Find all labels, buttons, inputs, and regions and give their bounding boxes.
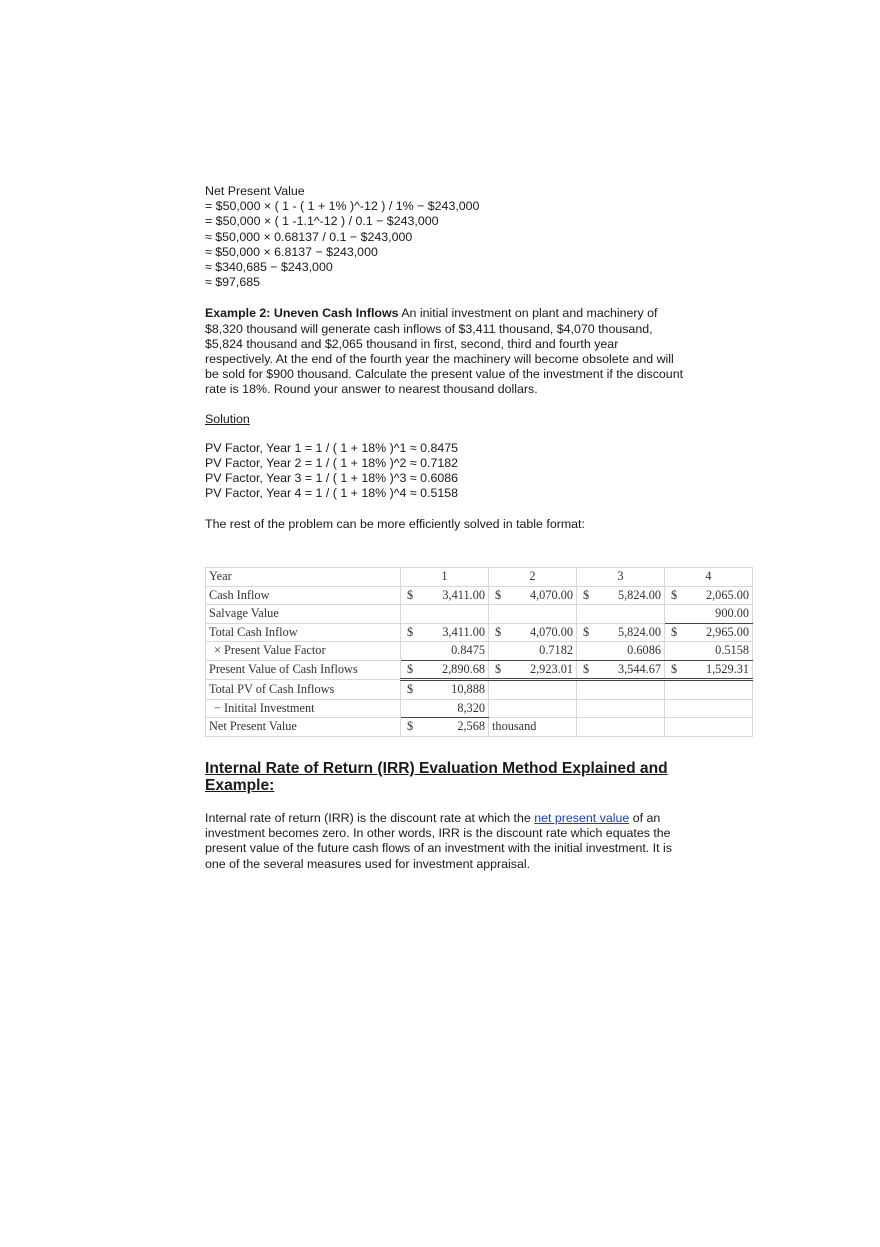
row-label: − Initital Investment bbox=[206, 699, 401, 718]
solution-label: Solution bbox=[205, 411, 250, 426]
currency-sign: $ bbox=[407, 719, 414, 734]
header-year-1: 1 bbox=[401, 568, 489, 587]
total-pv-value: 10,888 bbox=[451, 682, 485, 697]
pv-factor-line: PV Factor, Year 1 = 1 / ( 1 + 18% )^1 ≈ 0.8475 bbox=[205, 440, 459, 455]
example-2-heading: Example 2: Uneven Cash Inflows bbox=[205, 306, 399, 321]
npv-calc-line: = $50,000 × ( 1 -1.1^-12 ) / 0.1 − $243,000 bbox=[205, 214, 439, 229]
table-row-npv bbox=[206, 718, 753, 737]
cash-inflow-4: 2,065.00 bbox=[705, 587, 749, 602]
currency-sign: $ bbox=[407, 587, 414, 602]
currency-sign: $ bbox=[583, 587, 590, 602]
npv-link[interactable]: net present value bbox=[534, 811, 630, 825]
irr-section bbox=[205, 760, 685, 872]
irr-paragraph bbox=[205, 811, 685, 872]
table-header-row bbox=[206, 568, 753, 587]
npv-calc-line: ≈ $97,685 bbox=[205, 275, 261, 290]
pv-factor-line: PV Factor, Year 3 = 1 / ( 1 + 18% )^3 ≈ 0.6086 bbox=[205, 471, 459, 486]
example-2-paragraph bbox=[205, 306, 685, 397]
currency-sign: $ bbox=[407, 661, 414, 676]
npv-example-text bbox=[205, 184, 685, 532]
cash-inflow-2: 4,070.00 bbox=[529, 587, 573, 602]
example-2-body: An initial investment on plant and machinery of $8,320 thousand will generate cash inflows of $3,411 thousand, $4,070 thousand, $5,824 thousand and $2,065 thousand in first, second, third and fourth year respectively. At the end of the fourth year the machinery will become obsolete and will be sold for $900 thousand. Calculate the present value of the investment if the discount rate is 18%. Round your answer to nearest thousand dollars. bbox=[205, 306, 684, 397]
npv-calc-title: Net Present Value bbox=[205, 184, 305, 198]
table-row-initial-investment bbox=[206, 699, 753, 718]
table-row-pv-inflows bbox=[206, 660, 753, 680]
currency-sign: $ bbox=[495, 661, 502, 676]
pv-inflow-3: 3,544.67 bbox=[617, 661, 661, 676]
row-label: Present Value of Cash Inflows bbox=[206, 660, 401, 680]
npv-table bbox=[205, 567, 753, 737]
header-year: Year bbox=[206, 568, 401, 587]
pv-inflow-2: 2,923.01 bbox=[529, 661, 573, 676]
row-label: Salvage Value bbox=[206, 605, 401, 624]
header-year-2: 2 bbox=[489, 568, 577, 587]
header-year-4: 4 bbox=[665, 568, 753, 587]
currency-sign: $ bbox=[583, 661, 590, 676]
total-inflow-3: 5,824.00 bbox=[617, 624, 661, 639]
total-inflow-2: 4,070.00 bbox=[529, 624, 573, 639]
npv-calculation bbox=[205, 184, 685, 290]
table-row-total-pv bbox=[206, 680, 753, 700]
header-year-3: 3 bbox=[577, 568, 665, 587]
pv-inflow-1: 2,890.68 bbox=[441, 661, 485, 676]
table-intro: The rest of the problem can be more efficiently solved in table format: bbox=[205, 516, 585, 531]
pv-inflow-4: 1,529.31 bbox=[705, 661, 749, 676]
currency-sign: $ bbox=[495, 587, 502, 602]
total-inflow-4: 2,965.00 bbox=[705, 624, 749, 639]
npv-unit: thousand bbox=[489, 718, 577, 737]
pv-factor-list bbox=[205, 441, 685, 502]
irr-text-after: of an investment becomes zero. In other words, IRR is the discount rate which equates the present value of the future cash flows of an investment with the initial investment. It is one of the several measures used for investment appraisal. bbox=[205, 811, 672, 871]
currency-sign: $ bbox=[495, 624, 502, 639]
currency-sign: $ bbox=[583, 624, 590, 639]
row-label: Total Cash Inflow bbox=[206, 623, 401, 642]
cash-inflow-3: 5,824.00 bbox=[617, 587, 661, 602]
row-label: Net Present Value bbox=[206, 718, 401, 737]
irr-text-before: Internal rate of return (IRR) is the discount rate at which the bbox=[205, 811, 535, 825]
initial-investment-value: 8,320 bbox=[401, 699, 489, 718]
pv-factor-line: PV Factor, Year 2 = 1 / ( 1 + 18% )^2 ≈ 0.7182 bbox=[205, 456, 459, 471]
table-row-salvage bbox=[206, 605, 753, 624]
pv-factor-1: 0.8475 bbox=[401, 642, 489, 661]
table-row-cash-inflow bbox=[206, 586, 753, 605]
currency-sign: $ bbox=[407, 624, 414, 639]
row-label: × Present Value Factor bbox=[206, 642, 401, 661]
currency-sign: $ bbox=[407, 682, 414, 697]
table-row-total-inflow bbox=[206, 623, 753, 642]
table-row-pv-factor bbox=[206, 642, 753, 661]
irr-heading: Internal Rate of Return (IRR) Evaluation Method Explained and Example: bbox=[205, 760, 668, 794]
npv-calc-line: ≈ $50,000 × 0.68137 / 0.1 − $243,000 bbox=[205, 229, 413, 244]
row-label: Cash Inflow bbox=[206, 586, 401, 605]
pv-factor-line: PV Factor, Year 4 = 1 / ( 1 + 18% )^4 ≈ 0.5158 bbox=[205, 486, 459, 501]
npv-calc-line: ≈ $50,000 × 6.8137 − $243,000 bbox=[205, 244, 378, 259]
npv-calc-line: ≈ $340,685 − $243,000 bbox=[205, 260, 333, 275]
currency-sign: $ bbox=[671, 661, 678, 676]
cash-inflow-1: 3,411.00 bbox=[442, 587, 485, 602]
currency-sign: $ bbox=[671, 624, 678, 639]
row-label: Total PV of Cash Inflows bbox=[206, 680, 401, 700]
pv-factor-2: 0.7182 bbox=[489, 642, 577, 661]
npv-calc-line: = $50,000 × ( 1 - ( 1 + 1% )^-12 ) / 1% − $243,000 bbox=[205, 199, 480, 214]
salvage-value-4: 900.00 bbox=[665, 605, 753, 624]
total-inflow-1: 3,411.00 bbox=[442, 624, 485, 639]
npv-value: 2,568 bbox=[457, 719, 485, 734]
pv-factor-4: 0.5158 bbox=[665, 642, 753, 661]
pv-factor-3: 0.6086 bbox=[577, 642, 665, 661]
currency-sign: $ bbox=[671, 587, 678, 602]
